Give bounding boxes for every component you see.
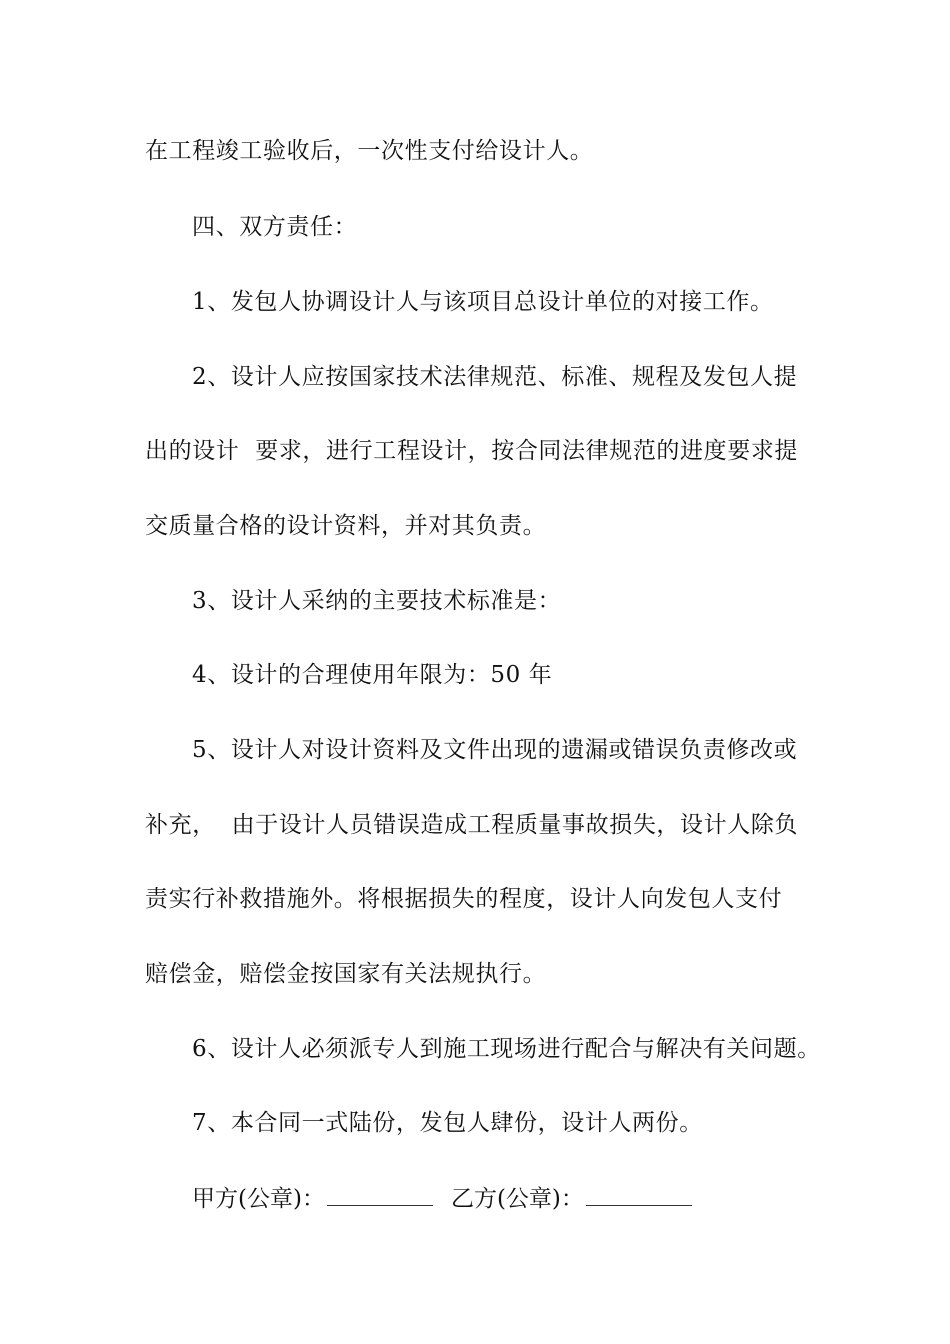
clause-5: 5、设计人对设计资料及文件出现的遗漏或错误负责修改或 <box>192 737 798 763</box>
clause-7: 7、本合同一式陆份，发包人肆份，设计人两份。 <box>192 1110 703 1136</box>
clause-3: 3、设计人采纳的主要技术标准是： <box>192 588 562 614</box>
party-b-blank <box>586 1183 692 1206</box>
section-heading: 四、双方责任： <box>192 214 358 240</box>
party-a-blank <box>327 1183 433 1206</box>
clause-5-continued: 赔偿金，赔偿金按国家有关法规执行。 <box>145 961 547 987</box>
clause-2-continued: 出的设计 要求，进行工程设计，按合同法律规范的进度要求提 <box>145 438 799 464</box>
clause-2: 2、设计人应按国家技术法律规范、标准、规程及发包人提 <box>192 364 798 390</box>
clause-2-continued: 交质量合格的设计资料，并对其负责。 <box>145 513 547 539</box>
paragraph-line: 在工程竣工验收后，一次性支付给设计人。 <box>145 138 594 164</box>
signature-line <box>192 1183 710 1214</box>
clause-1: 1、发包人协调设计人与该项目总设计单位的对接工作。 <box>192 289 774 315</box>
party-b-label: 乙方(公章)： <box>450 1186 584 1212</box>
clause-4: 4、设计的合理使用年限为：50 年 <box>192 662 553 688</box>
clause-5-continued: 责实行补救措施外。将根据损失的程度，设计人向发包人支付 <box>145 886 783 912</box>
clause-6: 6、设计人必须派专人到施工现场进行配合与解决有关问题。 <box>192 1036 821 1062</box>
clause-5-continued: 补充， 由于设计人员错误造成工程质量事故损失，设计人除负 <box>145 812 799 838</box>
party-a-label: 甲方(公章)： <box>192 1186 325 1212</box>
